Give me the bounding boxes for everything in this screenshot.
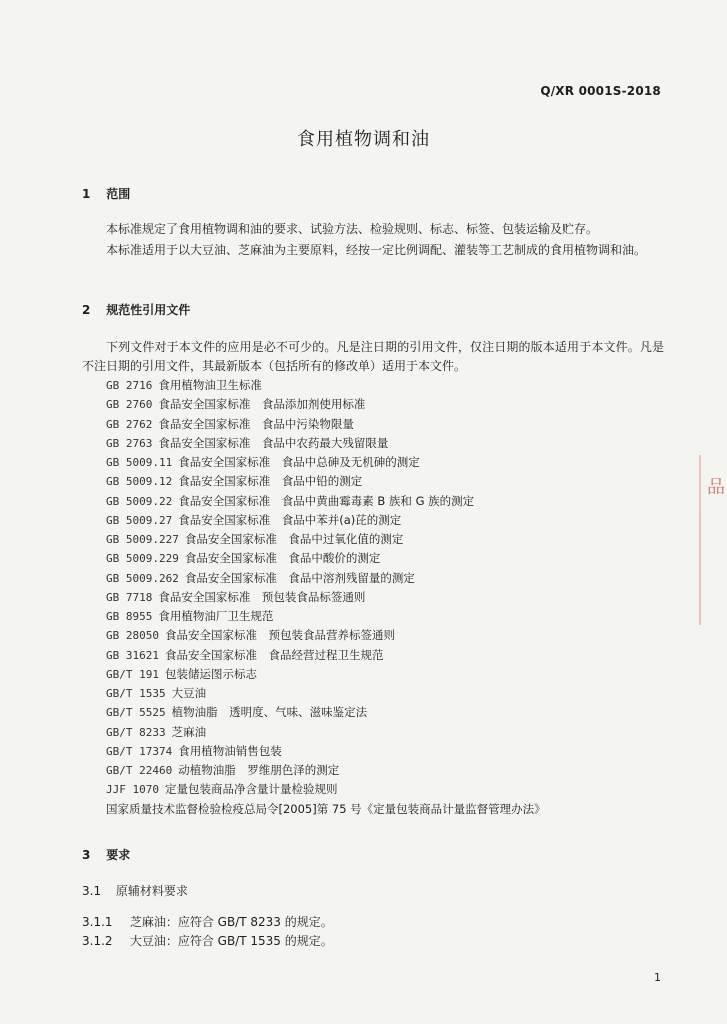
list-item: GB 28050 食品安全国家标准 预包装食品营养标签通则 (106, 628, 395, 643)
section-title: 规范性引用文件 (106, 303, 191, 317)
list-item: GB 5009.12 食品安全国家标准 食品中铅的测定 (106, 474, 363, 489)
document-code: Q/XR 0001S-2018 (540, 84, 661, 98)
subsection-title: 原辅材料要求 (115, 884, 188, 898)
reference-list (106, 376, 546, 819)
list-item: GB 2716 食用植物油卫生标准 (106, 378, 262, 392)
section-heading-references (82, 301, 190, 318)
section-title: 范围 (106, 187, 131, 201)
subsection-heading-raw-materials (82, 882, 188, 899)
list-item: GB 31621 食品安全国家标准 食品经营过程卫生规范 (106, 647, 384, 662)
list-item: GB 5009.22 食品安全国家标准 食品中黄曲霉毒素 B 族和 G 族的测定 (106, 493, 475, 508)
list-item: GB 2762 食品安全国家标准 食品中污染物限量 (106, 416, 354, 431)
document-title: 食用植物调和油 (297, 129, 430, 150)
list-item: GB 5009.227 食品安全国家标准 食品中过氧化值的测定 (106, 532, 404, 546)
list-item: GB/T 5525 植物油脂 透明度、气味、滋味鉴定法 (106, 705, 368, 720)
list-item: GB/T 8233 芝麻油 (106, 724, 207, 739)
clause-3-1-1: 3.1.1 芝麻油：应符合 GB/T 8233 的规定。 (82, 915, 333, 929)
section-number: 3 (82, 848, 91, 862)
list-item: GB 8955 食用植物油厂卫生规范 (106, 609, 274, 623)
list-item: 国家质量技术监督检验检疫总局令[2005]第 75 号《定量包装商品计量监督管理办法》 (106, 801, 546, 816)
section-number: 1 (82, 187, 91, 201)
list-item: GB/T 22460 动植物油脂 罗维朋色泽的测定 (106, 763, 340, 777)
clause-3-1-2: 3.1.2 大豆油：应符合 GB/T 1535 的规定。 (82, 934, 333, 948)
scope-paragraph-2: 本标准适用于以大豆油、芝麻油为主要原料，经按一定比例调配、灌装等工艺制成的食用植物调和油。 (106, 243, 647, 257)
list-item: GB 5009.262 食品安全国家标准 食品中溶剂残留量的测定 (106, 570, 415, 585)
references-intro: 下列文件对于本文件的应用是必不可少的。凡是注日期的引用文件，仅注日期的版本适用于本文件。凡是不注日期的引用文件，其最新版本（包括所有的修改单）适用于本文件。 (82, 340, 664, 373)
seal-stamp-fragment: 品 (699, 455, 727, 625)
list-item: JJF 1070 定量包装商品净含量计量检验规则 (106, 782, 338, 797)
page-number: 1 (654, 971, 661, 984)
section-title: 要求 (106, 848, 131, 862)
list-item: GB 5009.27 食品安全国家标准 食品中苯并(a)芘的测定 (106, 512, 402, 527)
list-item: GB 2760 食品安全国家标准 食品添加剂使用标准 (106, 397, 366, 412)
list-item: GB/T 191 包装储运图示标志 (106, 666, 257, 681)
list-item: GB/T 1535 大豆油 (106, 686, 207, 700)
list-item: GB 5009.229 食品安全国家标准 食品中酸价的测定 (106, 551, 381, 566)
section-heading-requirements (82, 846, 130, 863)
list-item: GB 5009.11 食品安全国家标准 食品中总砷及无机砷的测定 (106, 455, 420, 469)
section-heading-scope (82, 185, 130, 202)
scope-paragraph-1: 本标准规定了食用植物调和油的要求、试验方法、检验规则、标志、标签、包装运输及贮存。 (106, 222, 599, 236)
list-item: GB 2763 食品安全国家标准 食品中农药最大残留限量 (106, 435, 389, 450)
list-item: GB 7718 食品安全国家标准 预包装食品标签通则 (106, 589, 366, 604)
section-number: 2 (82, 303, 91, 317)
subsection-number: 3.1 (82, 884, 102, 898)
list-item: GB/T 17374 食用植物油销售包装 (106, 743, 282, 758)
